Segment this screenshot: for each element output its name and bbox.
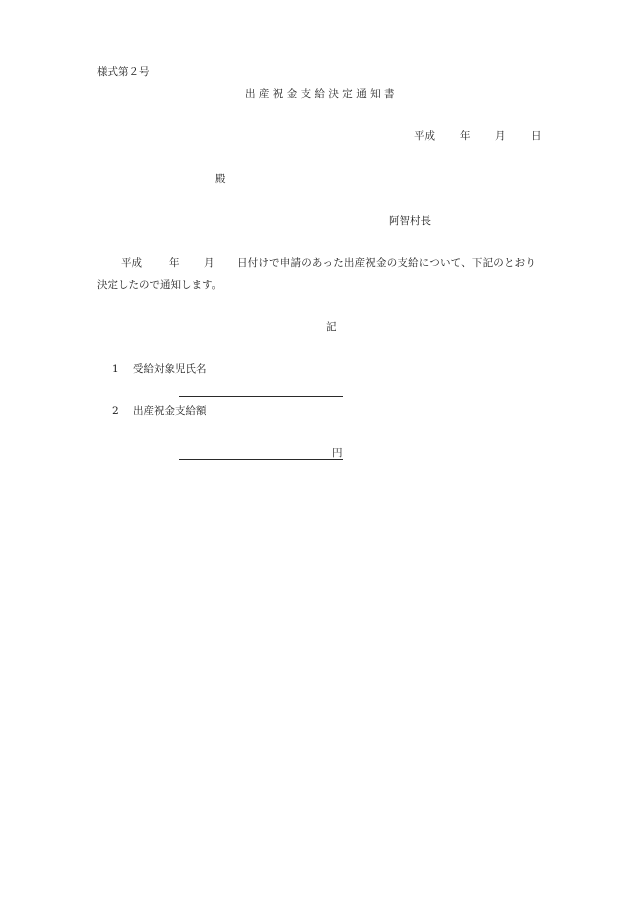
date-year-label: 年	[460, 130, 471, 142]
item-number: 1	[112, 363, 119, 375]
body-text-line1: 日付けで申請のあった出産祝金の支給について、下記のとおり	[237, 257, 537, 269]
body-month-label: 月	[204, 257, 215, 269]
addressee-honorific: 殿	[215, 173, 226, 185]
date-era: 平成	[414, 130, 435, 142]
body-text-line2: 決定したので通知します。	[97, 279, 223, 291]
child-name-blank-line	[179, 396, 343, 397]
note-heading: 記	[326, 321, 337, 333]
date-day-label: 日	[531, 130, 542, 142]
issuer-name: 阿智村長	[389, 215, 431, 227]
item-label-child-name: 受給対象児氏名	[133, 363, 207, 375]
amount-blank-line	[179, 459, 343, 460]
body-era: 平成	[121, 257, 142, 269]
document-title: 出産祝金支給決定通知書	[245, 88, 398, 100]
date-month-label: 月	[495, 130, 506, 142]
amount-unit: 円	[332, 447, 343, 459]
item-label-amount: 出産祝金支給額	[133, 405, 207, 417]
item-number: 2	[112, 405, 119, 417]
body-year-label: 年	[169, 257, 180, 269]
form-number: 様式第２号	[97, 66, 150, 78]
